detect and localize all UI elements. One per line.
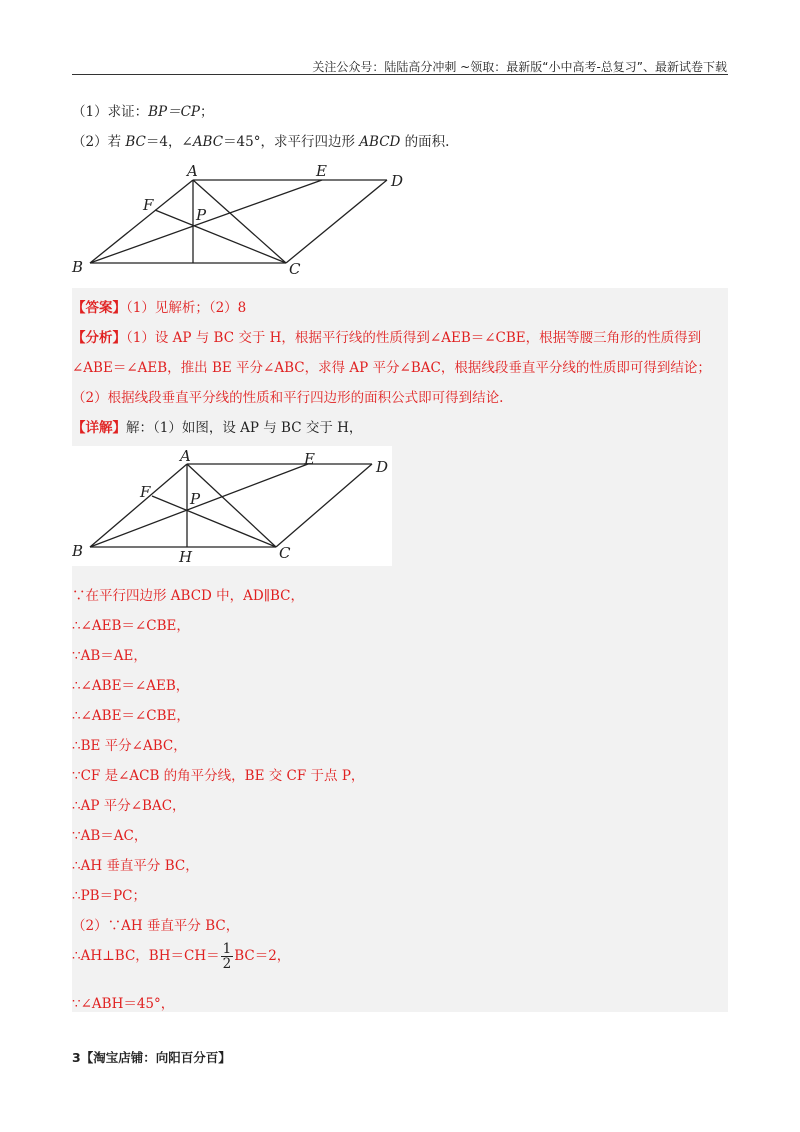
label-d: D	[391, 172, 404, 190]
detail-step-9: ∵AB＝AC，	[72, 828, 148, 844]
answer-line	[72, 296, 246, 316]
label-e: E	[316, 162, 327, 180]
q2-a: （2）若	[72, 134, 126, 150]
detail-step-3: ∵AB＝AE，	[72, 648, 147, 664]
detail-tag: 【详解】	[72, 420, 126, 436]
label-a: A	[180, 447, 191, 465]
answer-text: （1）见解析；（2）8	[126, 300, 247, 316]
q2-e: ＝45°，求平行四边形	[223, 134, 360, 150]
question-part-2	[72, 130, 449, 150]
detail-step-13	[72, 942, 290, 971]
label-c: C	[289, 260, 301, 278]
edge-ab	[90, 464, 187, 547]
detail-step-10: ∴AH 垂直平分 BC，	[72, 858, 199, 874]
figure-parallelogram-1	[60, 160, 420, 285]
analysis-line-1	[72, 326, 701, 346]
fraction-numerator: 1	[222, 941, 232, 957]
detail-intro-text: 解：（1）如图，设 AP 与 BC 交于 H，	[126, 420, 363, 436]
label-e: E	[304, 450, 315, 468]
question-part-1	[72, 100, 214, 120]
detail-step-4: ∴∠ABE＝∠AEB，	[72, 678, 190, 694]
detail-step-2: ∴∠AEB＝∠CBE，	[72, 618, 190, 634]
label-a: A	[187, 162, 198, 180]
analysis-line-2: ∠ABE＝∠AEB，推出 BE 平分∠ABC，求得 AP 平分∠BAC，根据线段垂直平分线的性质即可得到结论；	[72, 360, 711, 376]
step13-left: ∴AH⊥BC，BH＝CH＝	[72, 948, 220, 964]
label-h: H	[179, 548, 193, 566]
label-b: B	[72, 258, 84, 276]
label-p: P	[196, 206, 207, 224]
answer-tag: 【答案】	[72, 300, 126, 316]
detail-step-1: ∵在平行四边形 ABCD 中，AD∥BC，	[72, 588, 304, 604]
detail-step-5: ∴∠ABE＝∠CBE，	[72, 708, 190, 724]
detail-intro	[72, 416, 362, 436]
segment-cf	[152, 496, 276, 547]
label-p: P	[190, 490, 201, 508]
edge-ab	[90, 180, 193, 263]
q2-d: ABC	[192, 134, 224, 150]
analysis-text-1: （1）设 AP 与 BC 交于 H，根据平行线的性质得到∠AEB＝∠CBE，根据等腰三角形的性质得到	[126, 330, 702, 346]
detail-step-12: （2）∵AH 垂直平分 BC，	[72, 918, 240, 934]
header-rule	[72, 74, 728, 75]
q2-g: 的面积.	[400, 134, 450, 150]
detail-step-11: ∴PB＝PC；	[72, 888, 147, 904]
detail-step-14: ∵∠ABH＝45°，	[72, 996, 175, 1012]
q2-f: ABCD	[359, 134, 401, 150]
edge-cd	[276, 464, 372, 547]
analysis-line-3: （2）根据线段垂直平分线的性质和平行四边形的面积公式即可得到结论.	[72, 390, 504, 406]
page-footer: 3【淘宝店铺：向阳百分百】	[72, 1050, 231, 1065]
page-header: 关注公众号：陆陆高分冲刺 ~领取：最新版“小中高考-总复习”、最新试卷下载	[312, 60, 727, 74]
label-c: C	[279, 544, 291, 562]
fraction-half	[221, 942, 234, 971]
edge-cd	[286, 180, 387, 263]
label-f: F	[140, 483, 151, 501]
q2-c: ＝4，∠	[145, 134, 193, 150]
label-b: B	[72, 542, 84, 560]
fraction-denominator: 2	[222, 956, 232, 972]
q1-suffix: ；	[200, 104, 214, 120]
detail-step-8: ∴AP 平分∠BAC，	[72, 798, 186, 814]
label-d: D	[376, 458, 389, 476]
label-f: F	[143, 196, 154, 214]
q1-expr: BP＝CP	[148, 104, 201, 120]
figure-parallelogram-2	[72, 446, 392, 566]
step13-right: BC＝2，	[234, 948, 291, 964]
detail-step-7: ∵CF 是∠ACB 的角平分线，BE 交 CF 于点 P，	[72, 768, 365, 784]
analysis-tag: 【分析】	[72, 330, 126, 346]
q1-prefix: （1）求证：	[72, 104, 149, 120]
segment-cf	[155, 210, 286, 263]
detail-step-6: ∴BE 平分∠ABC，	[72, 738, 187, 754]
q2-b: BC	[125, 134, 146, 150]
